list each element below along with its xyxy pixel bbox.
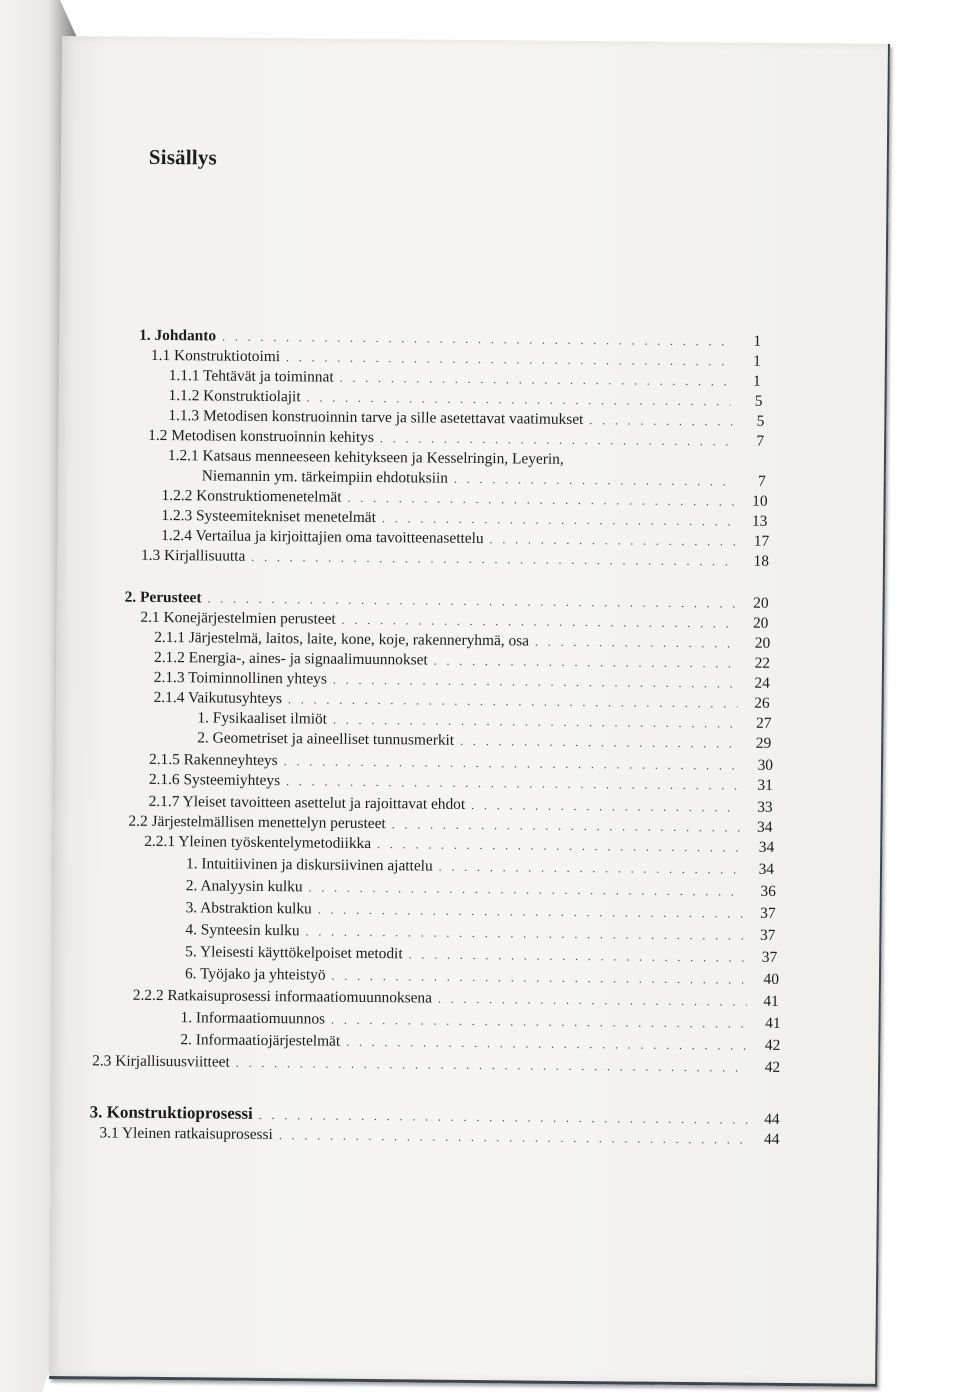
toc-entry	[149, 771, 773, 795]
dot-leader	[454, 472, 734, 490]
toc-entry-page-number: 29	[755, 734, 772, 752]
dot-leader	[347, 491, 735, 510]
toc-entry-label: 2. Perusteet	[124, 588, 202, 607]
dot-leader	[535, 635, 738, 652]
toc-entry-label: 1.2 Metodisen konstruoinnin kehitys	[148, 426, 374, 447]
toc-entry-page-number: 1	[752, 372, 761, 390]
toc-entry-page-number: 33	[757, 798, 773, 816]
toc-entry-label: 2.1.4 Vaikutusyhteys	[153, 688, 283, 708]
dot-leader	[589, 413, 732, 429]
toc-entry-label: 4. Synteesin kulku	[185, 921, 300, 940]
toc-entry-label: 2.1.3 Toiminnollinen yhteys	[153, 668, 327, 688]
toc-entry-label: 2.2.1 Yleinen työskentelymetodiikka	[144, 832, 372, 853]
toc-entry-label: 2.2 Järjestelmällisen menettelyn perusteet	[128, 812, 386, 833]
toc-entry-page-number: 42	[764, 1058, 781, 1076]
dot-leader	[288, 692, 738, 711]
toc-entry-label: 1.1.3 Metodisen konstruoinnin tarve ja sille asetettavat vaatimukset	[168, 407, 584, 429]
dot-leader	[331, 1013, 749, 1032]
toc-entry-page-number: 20	[753, 594, 769, 612]
toc-entry-label: 2. Geometriset ja aineelliset tunnusmerkit	[197, 729, 455, 749]
toc-entry-page-number: 34	[756, 818, 773, 836]
toc-entry-label: 2.1.1 Järjestelmä, laitos, laite, kone, koje, rakenneryhmä, osa	[154, 628, 530, 650]
book-page	[49, 36, 890, 1387]
toc-entry-label: 1.2.2 Konstruktiomenetelmät	[161, 486, 342, 506]
toc-entry-page-number: 31	[757, 776, 773, 794]
toc-entry-label: 1.1.1 Tehtävät ja toiminnat	[168, 367, 334, 386]
dot-leader	[340, 371, 729, 390]
dot-leader	[570, 464, 732, 466]
dot-leader	[286, 774, 741, 793]
toc-entry-label: 1.2.1 Katsaus menneeseen kehitykseen ja Kesselringin, Leyerin,	[167, 447, 564, 468]
toc-entry-page-number: 7	[756, 432, 765, 450]
toc-entry-page-number: 42	[764, 1036, 781, 1054]
toc-entry-page-number: 37	[759, 926, 776, 944]
toc-entry-page-number: 17	[753, 532, 770, 550]
toc-entry-page-number: 20	[754, 634, 771, 652]
toc-entry-label: 1. Johdanto	[139, 326, 217, 345]
toc-entry-label: 2.1 Konejärjestelmien perusteet	[140, 608, 336, 628]
dot-leader	[308, 880, 743, 899]
toc-entry	[141, 547, 769, 571]
toc-entry-page-number: 44	[763, 1130, 780, 1148]
toc-entry-page-number: 10	[752, 492, 768, 510]
toc-entry-label: 1. Intuitiivinen ja diskursiivinen ajattelu	[185, 855, 433, 875]
toc-entry-page-number: 34	[758, 860, 775, 878]
toc-entry-label: 2.1.5 Rakenneyhteys	[148, 750, 278, 770]
toc-entry-label: 3. Abstraktion kulku	[185, 899, 312, 918]
toc-entry	[133, 987, 779, 1011]
dot-leader	[460, 734, 739, 752]
dot-leader	[286, 350, 729, 369]
dot-leader	[333, 713, 740, 732]
toc-entry-label: 2.1.7 Yleiset tavoitteen asettelut ja rajoittavat ehdot	[148, 792, 466, 813]
dot-leader	[222, 330, 729, 350]
dot-leader	[284, 754, 741, 773]
dot-leader	[207, 591, 736, 611]
toc-entry-page-number: 20	[752, 614, 769, 632]
toc-entry-label: 3.1 Yleinen ratkaisuprosessi	[99, 1124, 273, 1144]
toc-entry	[186, 899, 776, 923]
toc-entry	[185, 965, 779, 989]
dot-leader	[490, 532, 738, 549]
dot-leader	[409, 947, 746, 965]
toc-entry-page-number: 37	[761, 948, 778, 966]
toc-entry-page-number: 1	[753, 332, 762, 350]
dot-leader	[380, 431, 732, 449]
toc-entry-page-number: 5	[754, 392, 763, 410]
toc-entry-page-number: 41	[765, 1014, 781, 1032]
toc-entry-page-number: 24	[754, 674, 770, 692]
toc-entry-page-number: 22	[754, 654, 771, 672]
toc-entry-label: Niemannin ym. tärkeimpiin ehdotuksiin	[201, 467, 449, 487]
toc-entry-page-number: 40	[763, 970, 780, 988]
toc-entry-page-number: 37	[760, 904, 776, 922]
toc-entry-page-number: 1	[753, 352, 761, 370]
toc-entry	[186, 877, 776, 901]
toc-entry-page-number: 26	[754, 694, 770, 712]
toc-entry-label: 1.3 Kirjallisuutta	[140, 546, 246, 565]
toc-entry-label: 1.1 Konstruktiotoimi	[150, 346, 281, 366]
page-title: Sisällys	[148, 144, 218, 170]
toc-entry-page-number: 34	[758, 838, 775, 856]
toc-entry-label: 1.1.2 Konstruktiolajit	[168, 387, 301, 406]
toc-entry	[180, 1009, 780, 1033]
toc-entry-label: 2. Analyysin kulku	[185, 877, 303, 896]
toc-entry-page-number: 44	[764, 1110, 780, 1128]
toc-entry	[186, 855, 774, 879]
toc-entry-page-number: 41	[763, 992, 779, 1010]
dot-leader	[307, 390, 731, 409]
dot-leader	[439, 860, 742, 878]
toc-entry	[144, 833, 774, 857]
toc-entry-label: 2. Informaatiojärjestelmät	[180, 1031, 341, 1050]
toc-entry-page-number: 13	[751, 512, 768, 530]
toc-entry-label: 3. Konstruktioprosessi	[89, 1102, 253, 1123]
dot-leader	[434, 654, 738, 672]
toc-entry-label: 2.1.6 Systeemiyhteys	[148, 770, 281, 790]
toc-entry	[92, 1052, 780, 1077]
dot-leader	[471, 798, 741, 816]
toc-entry-label: 2.2.2 Ratkaisuprosessi informaatiomuunnoksena	[132, 986, 433, 1007]
toc-entry-label: 2.3 Kirjallisuusviitteet	[92, 1052, 230, 1071]
toc-entry-label: 2.1.2 Energia-, aines- ja signaalimuunnokset	[153, 648, 428, 669]
toc-entry-label: 6. Työjako ja yhteistyö	[184, 965, 326, 984]
toc-entry	[180, 1031, 780, 1055]
toc-entry-page-number: 5	[756, 412, 765, 430]
dot-leader	[279, 1128, 748, 1147]
dot-leader	[346, 1035, 748, 1054]
toc-entry-label: 1.2.4 Vertailua ja kirjoittajien oma tavoitteenasettelu	[161, 526, 484, 548]
toc-entry	[185, 921, 775, 945]
toc-entry-label: 1.2.3 Systeemitekniset menetelmät	[161, 506, 377, 527]
dot-leader	[342, 613, 737, 632]
dot-leader	[382, 511, 736, 529]
dot-leader	[331, 969, 747, 988]
dot-leader	[318, 902, 744, 921]
toc-entry-page-number: 36	[760, 882, 776, 900]
toc-entry-page-number: 18	[753, 552, 770, 570]
toc-entry-label: 5. Yleisesti käyttökelpoiset metodit	[185, 943, 403, 963]
toc-entry-page-number: 7	[757, 472, 766, 490]
dot-leader	[377, 837, 742, 856]
dot-leader	[333, 673, 738, 692]
dot-leader	[438, 992, 747, 1010]
dot-leader	[236, 1056, 748, 1076]
toc-entry	[197, 729, 771, 753]
dot-leader	[251, 550, 737, 570]
toc-entry-label: 1. Fysikaaliset ilmiöt	[197, 709, 328, 728]
toc-entry-page-number: 27	[755, 714, 772, 732]
toc-entry	[99, 1124, 779, 1149]
toc-entry	[185, 943, 777, 967]
toc-entry-page-number: 30	[757, 756, 774, 774]
toc-entry-label: 1. Informaatiomuunnos	[180, 1009, 326, 1028]
dot-leader	[392, 817, 741, 835]
table-of-contents	[59, 326, 885, 1148]
dot-leader	[259, 1108, 748, 1128]
dot-leader	[305, 924, 743, 943]
